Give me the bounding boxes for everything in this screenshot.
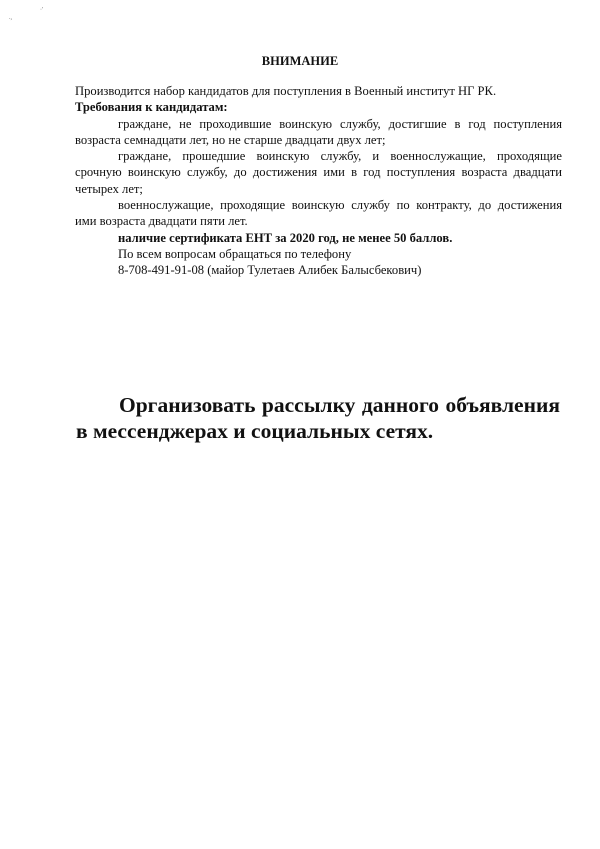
intro-paragraph: Производится набор кандидатов для поступления в Военный институт НГ РК.: [75, 84, 497, 98]
requirement-item: военнослужащие, проходящие воинскую службу по контракту, до достижения ими возраста двадцати пяти лет.: [75, 198, 562, 229]
requirement-item: граждане, прошедшие воинскую службу, и военнослужащие, проходящие срочную воинскую службу, до достижения ими в год поступления возраста двадцати четырех лет;: [75, 149, 562, 196]
requirement-item: граждане, не проходившие воинскую службу, достигшие в год поступления возраста семнадцати лет, но не старше двадцати двух лет;: [75, 116, 562, 147]
distribution-instruction: Организовать рассылку данного объявления в мессенджерах и социальных сетях.: [76, 393, 560, 443]
announcement-body: [75, 83, 562, 279]
scan-artifact: ·': [40, 7, 44, 13]
requirements-heading: Требования к кандидатам:: [75, 100, 228, 115]
contact-line: По всем вопросам обращаться по телефону: [118, 246, 352, 261]
document-title: ВНИМАНИЕ: [261, 54, 339, 68]
contact-phone: 8-708-491-91-08 (майор Тулетаев Алибек Балысбекович): [118, 263, 422, 278]
scan-artifact: .,: [9, 15, 12, 21]
certificate-requirement: наличие сертификата ЕНТ за 2020 год, не менее 50 баллов.: [118, 230, 453, 245]
